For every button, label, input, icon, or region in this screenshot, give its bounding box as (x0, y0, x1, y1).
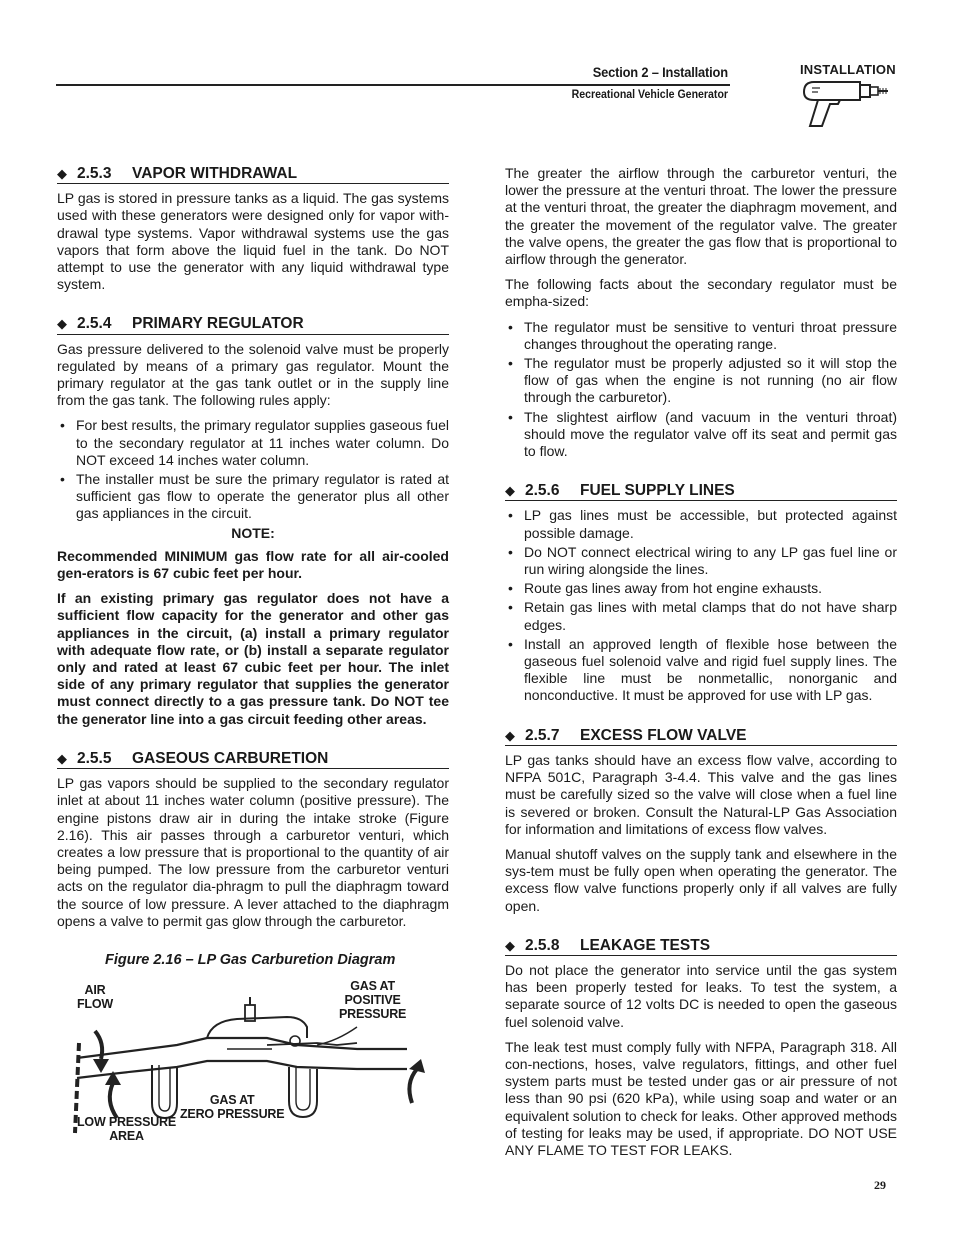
section-title: GASEOUS CARBURETION (132, 749, 329, 767)
left-column (57, 165, 449, 1153)
label-low-pressure-area: LOW PRESSURE AREA (77, 1115, 176, 1144)
right-column (505, 165, 897, 1167)
section-number: 2.5.3 (77, 165, 112, 182)
heading-2-5-6 (505, 482, 897, 501)
figure-caption: Figure 2.16 – LP Gas Carburetion Diagram (105, 951, 396, 968)
gaseous-carburetion-text: LP gas vapors should be supplied to the secondary regulator inlet at about 11 inches water column (positive pressure). The engine pistons draw air in during the intake stroke (Figure 2.16). This air passes through a carburetor venturi, which creates a low pressure that is proportional to the quantity of air being pumped. The low pressure from the carburetor venturi acts on the regulator dia-phragm to pull the diaphragm toward the source of low pressure. A lever attached to the diaphragm opens a valve to permit gas glow through the carburetor. (57, 775, 449, 929)
heading-2-5-3 (57, 165, 449, 184)
section-title: FUEL SUPPLY LINES (580, 482, 735, 500)
airflow-text: The greater the airflow through the carburetor venturi, the lower the pressure at the venturi throat. The lower the pressure at the venturi throat, the greater the diaphragm movement, and the greater the movement of the regulator valve. The greater the valve opens, the greater the gas flow that is proportional to airflow through the generator. (505, 165, 897, 268)
list-item: • Retain gas lines with metal clamps that do not have sharp edges. (505, 599, 897, 633)
primary-regulator-rules (57, 417, 449, 522)
note-label: NOTE: (231, 524, 275, 541)
list-item: • The regulator must be sensitive to venturi throat pressure changes throughout the operating range. (505, 319, 897, 353)
label-gas-zero-pressure: GAS AT ZERO PRESSURE (180, 1093, 285, 1122)
page-number: 29 (874, 1178, 886, 1192)
diamond-bullet-icon: ◆ (505, 937, 515, 953)
section-subtitle: Recreational Vehicle Generator (571, 89, 728, 101)
section-title: VAPOR WITHDRAWAL (132, 165, 298, 182)
diamond-bullet-icon: ◆ (505, 483, 515, 499)
section-number: 2.5.5 (77, 749, 112, 767)
heading-2-5-4 (57, 315, 449, 334)
section-number: 2.5.4 (77, 315, 112, 333)
label-gas-positive-pressure: GAS AT POSITIVE PRESSURE (339, 979, 407, 1022)
installation-logo-text: INSTALLATION (800, 62, 896, 77)
fuel-supply-lines-list (505, 507, 897, 704)
section-title: LEAKAGE TESTS (580, 936, 711, 954)
section-number: 2.5.8 (525, 936, 560, 954)
heading-2-5-8 (505, 937, 897, 956)
heading-2-5-5 (57, 750, 449, 769)
note-text-2: If an existing primary gas regulator does not have a sufficient flow capacity for the generator and other gas appliances in the circuit, (a) install a primary regulator with adequate flow rate, or (b) install a separate regulator only and rated at least 67 cubic feet per hour. The inlet side of any primary regulator that supplies the generator must connect directly to a gas pressure tank. Do NOT tee the generator line into a gas circuit feeding other areas. (57, 590, 449, 727)
header-rule (56, 84, 730, 86)
heading-2-5-7 (505, 727, 897, 746)
secondary-regulator-intro: The following facts about the secondary regulator must be empha-sized: (505, 276, 897, 310)
section-title: EXCESS FLOW VALVE (580, 726, 747, 744)
list-item: • The regulator must be properly adjusted so it will stop the flow of gas when the engine is not running (no air flow through the carburetor). (505, 355, 897, 407)
section-header: Section 2 – Installation (592, 64, 728, 80)
primary-regulator-text: Gas pressure delivered to the solenoid valve must be properly regulated by means of a primary gas regulator. Mount the primary regulator at the gas tank outlet or in the supply line from the gas tank. The following rules apply: (57, 340, 449, 409)
leakage-tests-text-1: Do not place the generator into service until the gas system has been properly tested for leaks. To test the system, a separate source of 12 volts DC is needed to open the gaseous fuel solenoid valve. (505, 961, 897, 1030)
list-item: • For best results, the primary regulator supplies gaseous fuel to the secondary regulator at 11 inches water column. Do NOT exceed 14 inches water column. (57, 417, 449, 469)
diamond-bullet-icon: ◆ (57, 316, 67, 332)
carburetion-diagram (57, 979, 449, 1153)
diamond-bullet-icon: ◆ (57, 166, 67, 181)
excess-flow-text-2: Manual shutoff valves on the supply tank and elsewhere in the sys-tem must be fully open when operating the generator. The excess flow valve functions properly only if all valves are fully open. (505, 845, 897, 914)
list-item: • Do NOT connect electrical wiring to any LP gas fuel line or run wiring alongside the lines. (505, 544, 897, 578)
secondary-regulator-facts (505, 319, 897, 461)
section-title: PRIMARY REGULATOR (132, 315, 304, 333)
list-item: • The installer must be sure the primary regulator is rated at sufficient gas flow to operate the generator plus all other gas appliances in the circuit. (57, 471, 449, 523)
excess-flow-text-1: LP gas tanks should have an excess flow valve, according to NFPA 501C, Paragraph 3-4.4. This valve and the gas lines must be carefully sized so the valve will close when a fuel line is severed or broken. Consult the Natural-LP Gas Association for information and limitations of excess flow valves. (505, 751, 897, 837)
leakage-tests-text-2: The leak test must comply fully with NFPA, Paragraph 318. All con-nections, hoses, valve regulators, fittings, and other fuel system parts must be tested under gas or air pressure of not less than 90 psi (620 kPa), while using soap and water or an equivalent solution to check for leaks. Other approved methods of testing for leaks may be used, if appropriate. DO NOT USE ANY FLAME TO TEST FOR LEAKS. (505, 1038, 897, 1158)
list-item: • Install an approved length of flexible hose between the gaseous fuel solenoid valve and rigid fuel supply lines. The flexible line must be nonmetallic, nonorganic and nonconductive. It must be approved for use with LP gas. (505, 636, 897, 705)
list-item: • LP gas lines must be accessible, but protected against possible damage. (505, 507, 897, 541)
diamond-bullet-icon: ◆ (57, 750, 67, 766)
list-item: • The slightest airflow (and vacuum in the venturi throat) should move the regulator valve off its seat and permit gas to flow. (505, 409, 897, 461)
list-item: • Route gas lines away from hot engine exhausts. (505, 580, 897, 597)
section-number: 2.5.6 (525, 482, 560, 500)
note-text-1: Recommended MINIMUM gas flow rate for all air-cooled gen-erators is 67 cubic feet per hour. (57, 547, 449, 582)
drill-icon (800, 76, 892, 130)
diamond-bullet-icon: ◆ (505, 727, 515, 743)
section-number: 2.5.7 (525, 726, 560, 744)
vapor-withdrawal-text: LP gas is stored in pressure tanks as a liquid. The gas systems used with these generators were designed only for vapor with-drawal type systems. Vapor withdrawal systems use the gas vapors that form above the liquid fuel in the tank. Do NOT attempt to use the generator with any liquid withdrawal type system. (57, 190, 449, 293)
label-air-flow: AIR FLOW (77, 983, 113, 1012)
